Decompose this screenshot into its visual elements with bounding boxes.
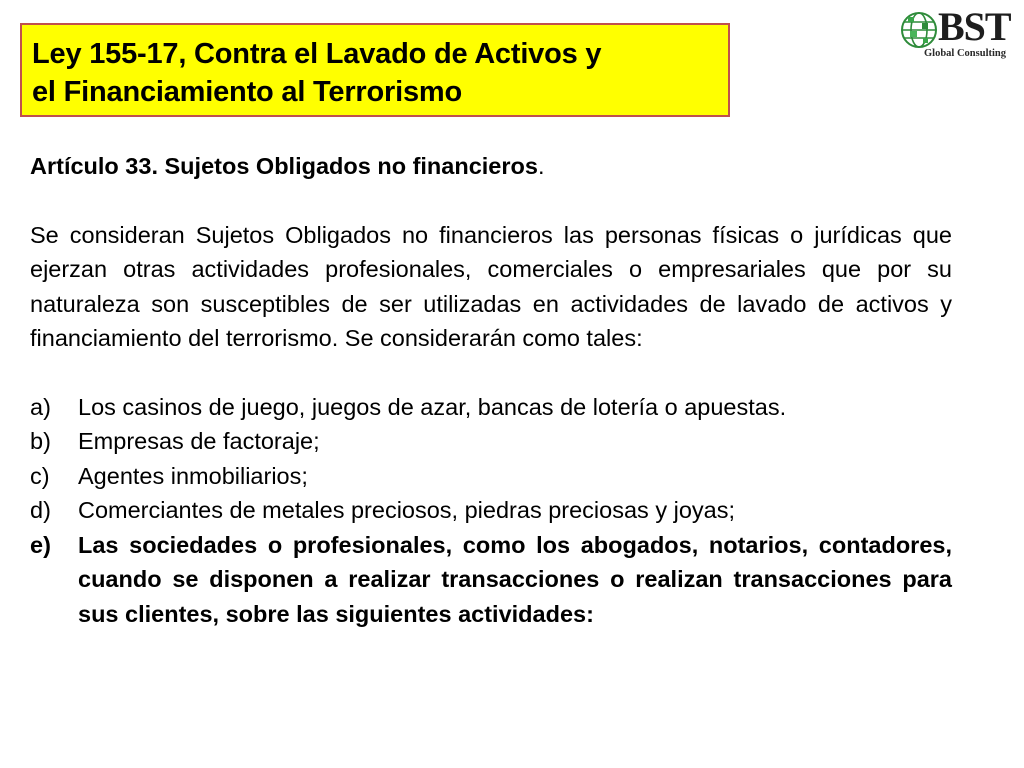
list-item-text: Agentes inmobiliarios; [78, 462, 308, 489]
list-item [30, 390, 952, 425]
list-item-text: Comerciantes de metales preciosos, piedras preciosas y joyas; [78, 497, 735, 523]
list-item [30, 528, 952, 632]
list-item [30, 493, 952, 528]
title-line-2: el Financiamiento al Terrorismo [32, 76, 462, 108]
title-line-1: Ley 155-17, Contra el Lavado de Activos y [32, 38, 602, 70]
list-marker: d) [30, 497, 51, 523]
list-marker: b) [30, 428, 51, 454]
list-item-text: Los casinos de juego, juegos de azar, bancas de lotería o apuestas. [78, 393, 787, 420]
obligated-subjects-list [30, 390, 952, 632]
list-item-text: Empresas de factoraje; [78, 428, 320, 454]
article-content [30, 149, 952, 631]
list-marker: e) [30, 531, 51, 558]
list-item [30, 459, 952, 494]
logo-wordmark: BST [938, 4, 1011, 49]
globe-icon [900, 11, 938, 49]
article-paragraph: Se consideran Sujetos Obligados no financieros las personas físicas o jurídicas que ejerzan otras actividades profesionales, comerciales o empresariales que por su naturaleza son susceptibles de ser utilizadas en actividades de lavado de activos y financiamiento del terrorismo. Se considerarán como tales: [30, 221, 952, 351]
list-item [30, 424, 952, 459]
list-marker: c) [30, 462, 50, 489]
title-banner [20, 23, 730, 117]
article-heading [30, 149, 952, 184]
article-heading-text: Artículo 33. Sujetos Obligados no financieros [30, 153, 538, 179]
list-marker: a) [30, 393, 51, 420]
logo-subtitle: Global Consulting [924, 48, 1006, 59]
article-heading-period: . [537, 153, 545, 179]
list-item-text: Las sociedades o profesionales, como los abogados, notarios, contadores, cuando se disponen a realizar transacciones o realizan transacciones para sus clientes, sobre las siguientes actividades: [78, 531, 952, 627]
company-logo [898, 6, 1020, 62]
